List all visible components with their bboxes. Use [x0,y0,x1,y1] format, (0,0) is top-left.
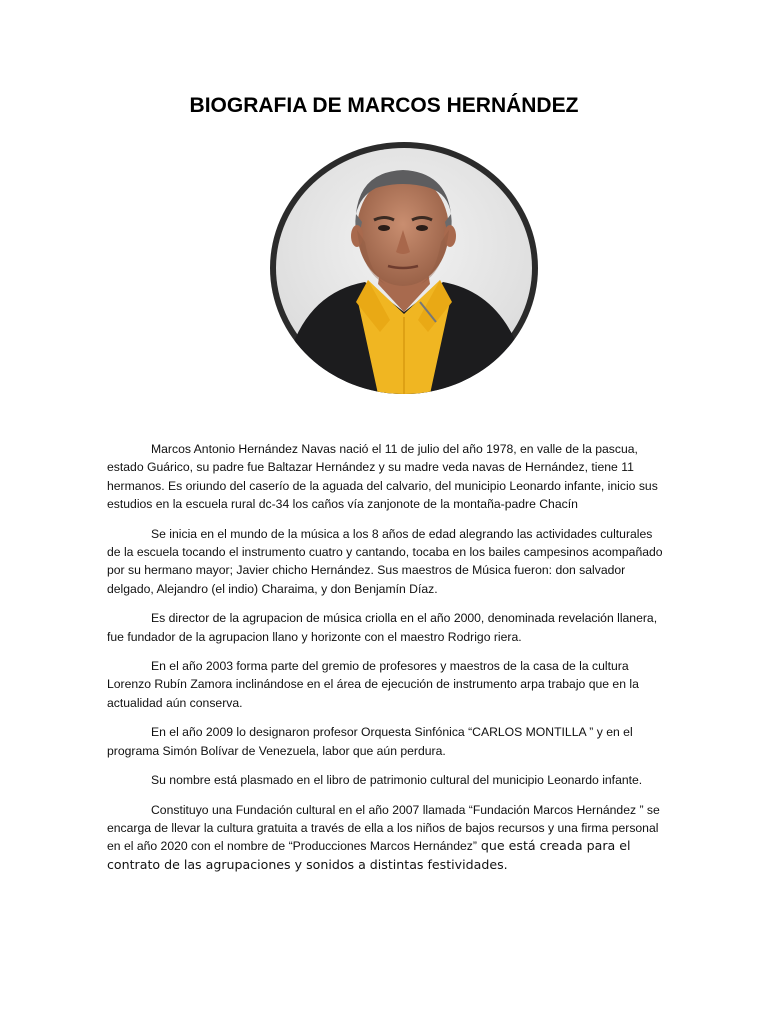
paragraph: Es director de la agrupacion de música criolla en el año 2000, denominada revelación llanera, fue fundador de la agrupacion llano y horizonte con el maestro Rodrigo riera. [107,611,658,644]
portrait-photo [270,142,538,394]
page-title: BIOGRAFIA DE MARCOS HERNÁNDEZ [189,94,579,117]
biography-body [107,440,667,885]
paragraph: En el año 2003 forma parte del gremio de profesores y maestros de la casa de la cultura Lorenzo Rubín Zamora inclinándose en el área de ejecución de instrumento arpa trabajo que en la actualidad aún conserva. [107,659,639,710]
portrait-image [270,142,538,394]
paragraph: Marcos Antonio Hernández Navas nació el 11 de julio del año 1978, en valle de la pascua, estado Guárico, su padre fue Baltazar Hernández y su madre veda navas de Hernández, tiene 11 hermanos. Es oriundo del caserío de la aguada del calvario, del municipio Leonardo infante, inicio sus estudios en la escuela rural dc-34 los caños vía zanjonote de la montaña-padre Chacín [107,442,658,512]
paragraph: Su nombre está plasmado en el libro de patrimonio cultural del municipio Leonardo infante. [151,773,643,788]
paragraph: En el año 2009 lo designaron profesor Orquesta Sinfónica “CARLOS MONTILLA ” y en el programa Simón Bolívar de Venezuela, labor que aún perdura. [107,725,633,758]
paragraph-last-text: Constituyo una Fundación cultural en el año 2007 llamada “Fundación Marcos Hernández ” se encarga de llevar la cultura gratuita a través de ella a los niños de bajos recursos y una firma personal en el año 2020 con el nombre de “Producciones Marcos Hernández” [107,802,660,854]
paragraph: Se inicia en el mundo de la música a los 8 años de edad alegrando las actividades culturales de la escuela tocando el instrumento cuatro y cantando, tocaba en los bailes campesinos acompañado por su hermano mayor; Javier chicho Hernández. Sus maestros de Música fueron: don salvador delgado, Alejandro (el indio) Charaima, y don Benjamín Díaz. [107,526,663,596]
paragraph-last-tail: que está creada para el contrato de las agrupaciones y sonidos a distintas festividades. [107,838,631,872]
paragraph-last [107,801,667,875]
